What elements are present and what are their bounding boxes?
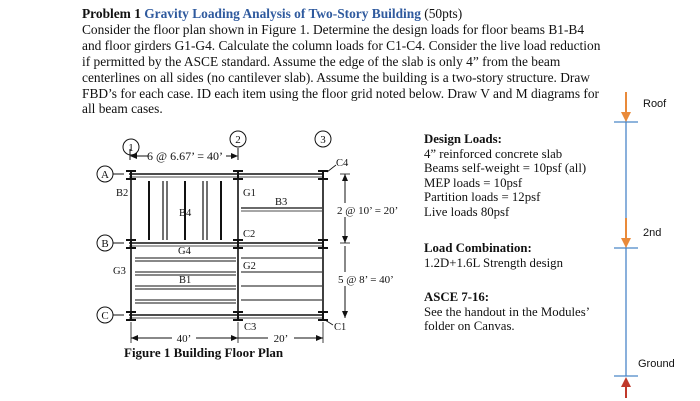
design-load-item: MEP loads = 10psf [424, 175, 523, 190]
level-label-ground: Ground [638, 358, 675, 370]
asce-heading: ASCE 7-16: [424, 290, 490, 304]
asce-line: See the handout in the Modules’ [424, 304, 590, 319]
problem-title: Gravity Loading Analysis of Two-Story Building [144, 6, 421, 21]
load-combination-block [424, 241, 563, 270]
problem-line: and floor girders G1-G4. Calculate the column loads for C1-C4. Consider the live load reduction [82, 37, 601, 53]
problem-line: centerlines on all sides (no cantilever slab). Assume the building is a two-story structure. Draw [82, 69, 590, 85]
label-g1: G1 [243, 188, 256, 199]
grid-bubble-2 [230, 131, 246, 147]
dim-bottom-right-text: 20’ [273, 333, 289, 345]
design-loads-block [424, 132, 586, 220]
asce-line: folder on Canvas. [424, 319, 515, 334]
label-c1: C1 [334, 322, 347, 333]
level-label-roof: Roof [643, 98, 667, 110]
label-g4: G4 [178, 246, 191, 257]
dim-bottom-left-text: 40’ [176, 333, 192, 345]
label-c4: C4 [336, 158, 349, 169]
column-markers [126, 170, 328, 321]
problem-line: all beam cases. [82, 101, 163, 117]
label-b4: B4 [179, 208, 192, 219]
label-b1: B1 [179, 275, 192, 286]
grid-bubble-A [97, 166, 124, 182]
label-b3: B3 [275, 197, 288, 208]
label-b2: B2 [116, 188, 129, 199]
grid-label-2: 2 [235, 134, 241, 146]
design-load-item: 4” reinforced concrete slab [424, 146, 563, 161]
dim-top-text: 6 @ 6.67’ = 40’ [147, 149, 223, 163]
load-combination-heading: Load Combination: [424, 241, 532, 255]
grid-label-3: 3 [320, 134, 326, 146]
grid-bubble-1 [123, 139, 139, 155]
grid-label-A: A [101, 169, 109, 181]
grid-bubble-3 [315, 131, 331, 147]
level-label-2nd: 2nd [643, 227, 662, 239]
frame-lines [129, 174, 324, 318]
elevation-diagram [614, 92, 638, 398]
problem-points: (50pts) [424, 6, 463, 21]
grid-bubble-B [97, 235, 124, 251]
figure-caption: Figure 1 Building Floor Plan [124, 345, 284, 360]
design-load-item: Partition loads = 12psf [424, 190, 541, 205]
label-c2: C2 [243, 229, 256, 240]
label-c3: C3 [244, 322, 257, 333]
grid-label-C: C [101, 310, 109, 322]
dimension-bottom [131, 322, 323, 345]
grid-bubble-C [97, 307, 124, 323]
design-load-item: Live loads 80psf [424, 204, 510, 219]
label-g2: G2 [243, 261, 256, 272]
problem-label: Problem 1 [82, 6, 141, 21]
load-combination-text: 1.2D+1.6L Strength design [424, 255, 563, 270]
label-g3: G3 [113, 266, 126, 277]
asce-block [424, 290, 590, 334]
grid-label-B: B [101, 238, 109, 250]
dim-right-top-text: 2 @ 10’ = 20’ [337, 205, 399, 217]
design-load-item: Beams self-weight = 10psf (all) [424, 161, 587, 176]
problem-line: Consider the floor plan shown in Figure 1. Determine the design loads for floor beams B1-B4 [82, 21, 585, 37]
design-loads-heading: Design Loads: [424, 132, 502, 146]
dimension-top [130, 148, 238, 163]
dim-right-bottom-text: 5 @ 8’ = 40’ [338, 274, 394, 286]
dimension-right [335, 174, 413, 318]
problem-line: if permitted by the ASCE standard. Assume the edge of the slab is only 4” from the beam [82, 53, 561, 69]
grid-label-1: 1 [128, 142, 134, 154]
problem-line: FBD’s for each case. ID each item using the floor grid noted below. Draw V and M diagrams for [82, 85, 600, 101]
